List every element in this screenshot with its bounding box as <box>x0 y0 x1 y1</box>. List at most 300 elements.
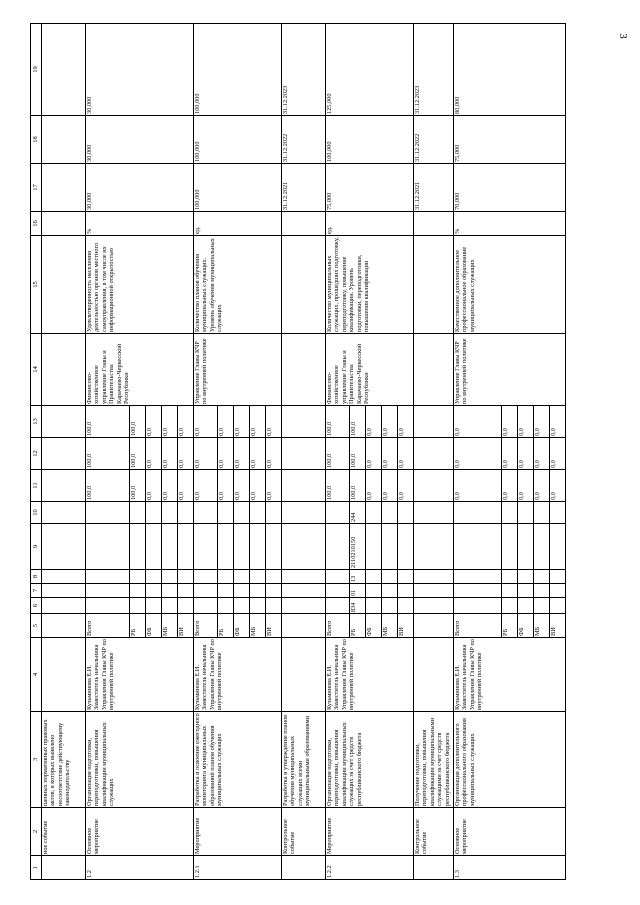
cell-col-7 <box>382 584 398 598</box>
cell-col-7 <box>250 584 266 598</box>
cell-col-11: 100,0 <box>86 470 130 502</box>
cell-col-12: 0,0 <box>518 438 534 470</box>
cell-col-11 <box>42 470 86 502</box>
cell-col-10 <box>178 502 194 524</box>
cell-col-12: 0,0 <box>454 438 502 470</box>
cell-col-7 <box>326 584 350 598</box>
cell-col-5: Всего <box>326 614 350 638</box>
col-number-14: 14 <box>31 334 42 406</box>
program-activities-table <box>30 23 566 880</box>
cell-col-19: 31.12.2023 <box>282 24 326 116</box>
cell-col-11: 0,0 <box>162 470 178 502</box>
cell-col-10 <box>366 502 382 524</box>
cell-col-13: 0,0 <box>398 406 414 438</box>
cell-col-8 <box>282 570 326 584</box>
cell-col-8 <box>218 570 234 584</box>
cell-col-2: Мероприятие <box>326 808 414 856</box>
cell-col-4: Кузьминова Е.И. Заместитель начальника Управления Главы КЧР по внутренней политике <box>326 638 414 712</box>
cell-col-15: Удовлетворенность населения деятельностью органов местного самоуправления, в том числе их информационной открытостью <box>86 236 194 334</box>
cell-col-2: Мероприятие <box>194 808 282 856</box>
cell-col-6 <box>550 598 566 614</box>
cell-col-9 <box>518 524 534 570</box>
cell-col-3: шенных нормативных правовых актов, в которых выявлено несоответствие действующему законодательству <box>42 712 86 808</box>
cell-col-7 <box>178 584 194 598</box>
cell-col-7 <box>282 584 326 598</box>
cell-col-6 <box>414 598 454 614</box>
cell-col-8 <box>502 570 518 584</box>
col-number-12: 12 <box>31 438 42 470</box>
cell-col-10 <box>146 502 162 524</box>
cell-col-5 <box>282 614 326 638</box>
cell-col-9 <box>42 524 86 570</box>
cell-col-12: 0,0 <box>218 438 234 470</box>
cell-col-4: Кузьминова Е.И. Заместитель начальника Управления Главы КЧР по внутренней политике <box>194 638 282 712</box>
cell-col-4: Кузьминова Е.И. Заместитель начальника Управления Главы КЧР по внутренней политике <box>86 638 194 712</box>
cell-col-7 <box>42 584 86 598</box>
cell-col-9 <box>326 524 350 570</box>
cell-col-5: ФБ <box>234 614 250 638</box>
cell-col-5: РБ <box>502 614 518 638</box>
col-number-7: 7 <box>31 584 42 598</box>
cell-col-7 <box>518 584 534 598</box>
cell-col-1 <box>42 856 86 880</box>
table-row <box>414 24 454 880</box>
cell-col-13 <box>414 406 454 438</box>
cell-col-18: 31.12.2022 <box>282 116 326 164</box>
cell-col-8 <box>398 570 414 584</box>
cell-col-16 <box>282 212 326 236</box>
col-number-4: 4 <box>31 638 42 712</box>
cell-col-6 <box>234 598 250 614</box>
cell-col-12: 0,0 <box>366 438 382 470</box>
cell-col-13: 0,0 <box>534 406 550 438</box>
cell-col-10 <box>218 502 234 524</box>
cell-col-12: 100,0 <box>326 438 350 470</box>
cell-col-13: 0,0 <box>550 406 566 438</box>
cell-col-13: 0,0 <box>146 406 162 438</box>
cell-col-11: 100,0 <box>130 470 146 502</box>
cell-col-1: 1.2.1 <box>194 856 282 880</box>
cell-col-9 <box>86 524 130 570</box>
cell-col-10 <box>234 502 250 524</box>
cell-col-7 <box>218 584 234 598</box>
cell-col-3: Организация подготовки, переподготовки, повышения квалификации муниципальных служащих за счет средств республиканского бюджета <box>326 712 414 808</box>
cell-col-8 <box>518 570 534 584</box>
cell-col-11: 0,0 <box>550 470 566 502</box>
cell-col-9 <box>414 524 454 570</box>
cell-col-17: 100,000 <box>194 164 282 212</box>
cell-col-8 <box>414 570 454 584</box>
cell-col-10 <box>414 502 454 524</box>
cell-col-10 <box>550 502 566 524</box>
cell-col-2: ное событие <box>42 808 86 856</box>
cell-col-5: Всего <box>454 614 502 638</box>
cell-col-12: 0,0 <box>266 438 282 470</box>
cell-col-5: ВИ <box>266 614 282 638</box>
cell-col-8 <box>130 570 146 584</box>
cell-col-2: Контрольное событие <box>282 808 326 856</box>
cell-col-7: 01 <box>350 584 366 598</box>
col-number-16: 16 <box>31 212 42 236</box>
cell-col-10 <box>454 502 502 524</box>
cell-col-12: 0,0 <box>534 438 550 470</box>
cell-col-17: 70,000 <box>454 164 566 212</box>
cell-col-6 <box>194 598 218 614</box>
cell-col-12: 0,0 <box>502 438 518 470</box>
cell-col-17: 31.12.2021 <box>282 164 326 212</box>
cell-col-8 <box>382 570 398 584</box>
cell-col-10 <box>326 502 350 524</box>
cell-col-8 <box>162 570 178 584</box>
cell-col-9 <box>194 524 218 570</box>
cell-col-9 <box>162 524 178 570</box>
col-number-9: 9 <box>31 524 42 570</box>
cell-col-6 <box>178 598 194 614</box>
cell-col-9 <box>502 524 518 570</box>
cell-col-11: 0,0 <box>194 470 218 502</box>
cell-col-11: 0,0 <box>398 470 414 502</box>
cell-col-3: Разработка и освоение ежегодного мониторинга муниципальных образований планов обучения муниципальных служащих <box>194 712 282 808</box>
col-number-15: 15 <box>31 236 42 334</box>
cell-col-7 <box>454 584 502 598</box>
cell-col-12: 0,0 <box>178 438 194 470</box>
cell-col-8 <box>366 570 382 584</box>
cell-col-11: 0,0 <box>218 470 234 502</box>
cell-col-8: 13 <box>350 570 366 584</box>
cell-col-11 <box>282 470 326 502</box>
cell-col-10 <box>382 502 398 524</box>
cell-col-8 <box>234 570 250 584</box>
cell-col-13: 0,0 <box>382 406 398 438</box>
table-row <box>194 24 218 880</box>
cell-col-11: 0,0 <box>382 470 398 502</box>
rotated-table-wrapper <box>30 24 557 880</box>
cell-col-6 <box>326 598 350 614</box>
cell-col-8 <box>454 570 502 584</box>
cell-col-10 <box>86 502 130 524</box>
cell-col-9 <box>382 524 398 570</box>
cell-col-9 <box>550 524 566 570</box>
cell-col-13: 0,0 <box>194 406 218 438</box>
cell-col-9: 2110210150 <box>350 524 366 570</box>
cell-col-12: 100,0 <box>350 438 366 470</box>
cell-col-5: МБ <box>382 614 398 638</box>
cell-col-1 <box>282 856 326 880</box>
cell-col-15: Количество муниципальных служащих, прошедших подготовку, переподготовку, повышение квалификации. Уровень подготовки, переподготовки, повышения квалификации <box>326 236 414 334</box>
cell-col-11: 0,0 <box>146 470 162 502</box>
cell-col-6 <box>534 598 550 614</box>
cell-col-9 <box>266 524 282 570</box>
cell-col-5 <box>42 614 86 638</box>
cell-col-8 <box>42 570 86 584</box>
cell-col-16: ед. <box>194 212 282 236</box>
cell-col-13: 100,0 <box>86 406 130 438</box>
cell-col-8 <box>86 570 130 584</box>
cell-col-8 <box>250 570 266 584</box>
cell-col-6 <box>502 598 518 614</box>
cell-col-6 <box>266 598 282 614</box>
cell-col-7 <box>550 584 566 598</box>
cell-col-5: МБ <box>250 614 266 638</box>
cell-col-10 <box>518 502 534 524</box>
cell-col-9 <box>250 524 266 570</box>
cell-col-8 <box>326 570 350 584</box>
cell-col-6 <box>146 598 162 614</box>
cell-col-9 <box>234 524 250 570</box>
cell-col-9 <box>218 524 234 570</box>
cell-col-10 <box>250 502 266 524</box>
cell-col-5: ВИ <box>398 614 414 638</box>
cell-col-13: 0,0 <box>250 406 266 438</box>
cell-col-12: 0,0 <box>162 438 178 470</box>
cell-col-14: Управление Главы КЧР по внутренней политике <box>454 334 566 406</box>
cell-col-8 <box>534 570 550 584</box>
cell-col-12: 0,0 <box>550 438 566 470</box>
cell-col-10 <box>502 502 518 524</box>
cell-col-9 <box>130 524 146 570</box>
cell-col-4 <box>414 638 454 712</box>
cell-col-6 <box>382 598 398 614</box>
cell-col-7 <box>366 584 382 598</box>
cell-col-10 <box>534 502 550 524</box>
cell-col-12: 0,0 <box>146 438 162 470</box>
cell-col-11: 0,0 <box>502 470 518 502</box>
col-number-5: 5 <box>31 614 42 638</box>
cell-col-13: 0,0 <box>218 406 234 438</box>
cell-col-7 <box>146 584 162 598</box>
cell-col-1 <box>414 856 454 880</box>
cell-col-14: Финансово-хозяйственное управление Главы и Правительства Карачаево-Черкесской Республики <box>86 334 194 406</box>
cell-col-17: 31.12.2021 <box>414 164 454 212</box>
cell-col-15: Качественное дополнительное профессиональное образование муниципальных служащих <box>454 236 566 334</box>
cell-col-14 <box>282 334 326 406</box>
cell-col-7 <box>234 584 250 598</box>
cell-col-5: РБ <box>130 614 146 638</box>
cell-col-13: 0,0 <box>178 406 194 438</box>
cell-col-8 <box>550 570 566 584</box>
cell-col-5: ФБ <box>518 614 534 638</box>
table-row <box>86 24 130 880</box>
cell-col-17: 75,000 <box>326 164 414 212</box>
cell-col-1: 1.2.2 <box>326 856 414 880</box>
column-number-row <box>31 24 42 880</box>
cell-col-12: 0,0 <box>250 438 266 470</box>
cell-col-13: 100,0 <box>130 406 146 438</box>
cell-col-3: Получение подготовки, переподготовки, повышения квалификации муниципальными служащими за счет средств республиканского бюджета <box>414 712 454 808</box>
table-row <box>42 24 86 880</box>
cell-col-6 <box>86 598 130 614</box>
cell-col-5: Всего <box>86 614 130 638</box>
cell-col-19 <box>42 24 86 116</box>
cell-col-9 <box>282 524 326 570</box>
cell-col-10 <box>398 502 414 524</box>
cell-col-10 <box>266 502 282 524</box>
cell-col-13: 0,0 <box>454 406 502 438</box>
cell-col-15 <box>282 236 326 334</box>
cell-col-11: 0,0 <box>518 470 534 502</box>
cell-col-12 <box>414 438 454 470</box>
cell-col-7 <box>534 584 550 598</box>
rotated-sheet <box>30 24 557 880</box>
cell-col-6 <box>218 598 234 614</box>
cell-col-11: 0,0 <box>534 470 550 502</box>
col-number-11: 11 <box>31 470 42 502</box>
col-number-19: 19 <box>31 24 42 116</box>
cell-col-11: 0,0 <box>250 470 266 502</box>
cell-col-18: 75,000 <box>454 116 566 164</box>
cell-col-13: 0,0 <box>502 406 518 438</box>
cell-col-9 <box>146 524 162 570</box>
cell-col-19: 31.12.2023 <box>414 24 454 116</box>
cell-col-3: Разработка и утверждение планов обучения муниципальных служащих всеми муниципальными образованиями <box>282 712 326 808</box>
cell-col-5: РБ <box>350 614 366 638</box>
cell-col-18: 30,000 <box>86 116 194 164</box>
cell-col-12: 0,0 <box>234 438 250 470</box>
cell-col-15: Количество планов обучения муниципальных служащих. Уровень обучения муниципальных служащих <box>194 236 282 334</box>
cell-col-8 <box>146 570 162 584</box>
cell-col-7 <box>266 584 282 598</box>
cell-col-18 <box>42 116 86 164</box>
cell-col-10: 244 <box>350 502 366 524</box>
cell-col-7 <box>162 584 178 598</box>
col-number-1: 1 <box>31 856 42 880</box>
cell-col-10 <box>130 502 146 524</box>
cell-col-11: 0,0 <box>366 470 382 502</box>
cell-col-12: 100,0 <box>86 438 130 470</box>
cell-col-11: 0,0 <box>178 470 194 502</box>
cell-col-5: ВИ <box>550 614 566 638</box>
cell-col-13: 0,0 <box>366 406 382 438</box>
table-row <box>454 24 502 880</box>
cell-col-7 <box>194 584 218 598</box>
cell-col-2: Основное мероприятие <box>86 808 194 856</box>
table-row <box>326 24 350 880</box>
cell-col-11: 0,0 <box>234 470 250 502</box>
cell-col-14: Управление Главы КЧР по внутренней политике <box>194 334 282 406</box>
cell-col-5: РБ <box>218 614 234 638</box>
cell-col-11: 0,0 <box>454 470 502 502</box>
cell-col-12: 100,0 <box>130 438 146 470</box>
col-number-18: 18 <box>31 116 42 164</box>
cell-col-11: 0,0 <box>266 470 282 502</box>
cell-col-5 <box>414 614 454 638</box>
cell-col-13: 0,0 <box>162 406 178 438</box>
col-number-2: 2 <box>31 808 42 856</box>
col-number-10: 10 <box>31 502 42 524</box>
cell-col-6 <box>398 598 414 614</box>
cell-col-8 <box>194 570 218 584</box>
cell-col-8 <box>178 570 194 584</box>
cell-col-12: 0,0 <box>398 438 414 470</box>
cell-col-6 <box>518 598 534 614</box>
table-body <box>31 24 566 880</box>
cell-col-5: ФБ <box>146 614 162 638</box>
cell-col-5: МБ <box>162 614 178 638</box>
col-number-6: 6 <box>31 598 42 614</box>
cell-col-17 <box>42 164 86 212</box>
cell-col-9 <box>178 524 194 570</box>
cell-col-16: % <box>86 212 194 236</box>
cell-col-19: 100,000 <box>194 24 282 116</box>
cell-col-7 <box>414 584 454 598</box>
cell-col-5: ВИ <box>178 614 194 638</box>
cell-col-9 <box>398 524 414 570</box>
cell-col-7 <box>398 584 414 598</box>
cell-col-12 <box>282 438 326 470</box>
cell-col-2: Контрольное событие <box>414 808 454 856</box>
cell-col-6 <box>454 598 502 614</box>
cell-col-13 <box>42 406 86 438</box>
cell-col-17: 30,000 <box>86 164 194 212</box>
cell-col-16 <box>414 212 454 236</box>
cell-col-16: ед. <box>326 212 414 236</box>
cell-col-13: 100,0 <box>350 406 366 438</box>
cell-col-10 <box>42 502 86 524</box>
cell-col-15 <box>42 236 86 334</box>
cell-col-14 <box>414 334 454 406</box>
col-number-17: 17 <box>31 164 42 212</box>
cell-col-19: 125,000 <box>326 24 414 116</box>
cell-col-19: 80,000 <box>454 24 566 116</box>
cell-col-12: 0,0 <box>382 438 398 470</box>
cell-col-5: Всего <box>194 614 218 638</box>
cell-col-4 <box>42 638 86 712</box>
cell-col-12: 0,0 <box>194 438 218 470</box>
cell-col-9 <box>366 524 382 570</box>
page-number: 3 <box>616 33 629 39</box>
cell-col-13 <box>282 406 326 438</box>
cell-col-6 <box>250 598 266 614</box>
cell-col-18: 100,000 <box>194 116 282 164</box>
table-row <box>282 24 326 880</box>
cell-col-13: 100,0 <box>326 406 350 438</box>
cell-col-6 <box>366 598 382 614</box>
cell-col-18: 31.12.2022 <box>414 116 454 164</box>
cell-col-8 <box>266 570 282 584</box>
cell-col-6 <box>282 598 326 614</box>
cell-col-3: Организация подготовки, переподготовки, повышения квалификации муниципальных служащих <box>86 712 194 808</box>
cell-col-13: 0,0 <box>266 406 282 438</box>
col-number-8: 8 <box>31 570 42 584</box>
cell-col-10 <box>162 502 178 524</box>
cell-col-16 <box>42 212 86 236</box>
cell-col-11: 100,0 <box>326 470 350 502</box>
cell-col-11 <box>414 470 454 502</box>
cell-col-6: 834 <box>350 598 366 614</box>
cell-col-13: 0,0 <box>234 406 250 438</box>
cell-col-10 <box>194 502 218 524</box>
cell-col-2: Основное мероприятие <box>454 808 566 856</box>
cell-col-10 <box>282 502 326 524</box>
cell-col-1: 1.3 <box>454 856 566 880</box>
cell-col-14: Финансово-хозяйственное управление Главы и Правительства Карачаево-Черкесской Республики <box>326 334 414 406</box>
cell-col-16: % <box>454 212 566 236</box>
cell-col-11: 100,0 <box>350 470 366 502</box>
cell-col-5: ФБ <box>366 614 382 638</box>
cell-col-18: 100,000 <box>326 116 414 164</box>
cell-col-19: 30,000 <box>86 24 194 116</box>
cell-col-9 <box>534 524 550 570</box>
col-number-13: 13 <box>31 406 42 438</box>
cell-col-7 <box>502 584 518 598</box>
cell-col-5: МБ <box>534 614 550 638</box>
cell-col-6 <box>162 598 178 614</box>
cell-col-4: Кузьминова Е.И. Заместитель начальника Управления Главы КЧР по внутренней политике <box>454 638 566 712</box>
cell-col-3: Организация дополнительного профессионального образования муниципальных служащих <box>454 712 566 808</box>
cell-col-1: 1.2 <box>86 856 194 880</box>
cell-col-13: 0,0 <box>518 406 534 438</box>
cell-col-15 <box>414 236 454 334</box>
